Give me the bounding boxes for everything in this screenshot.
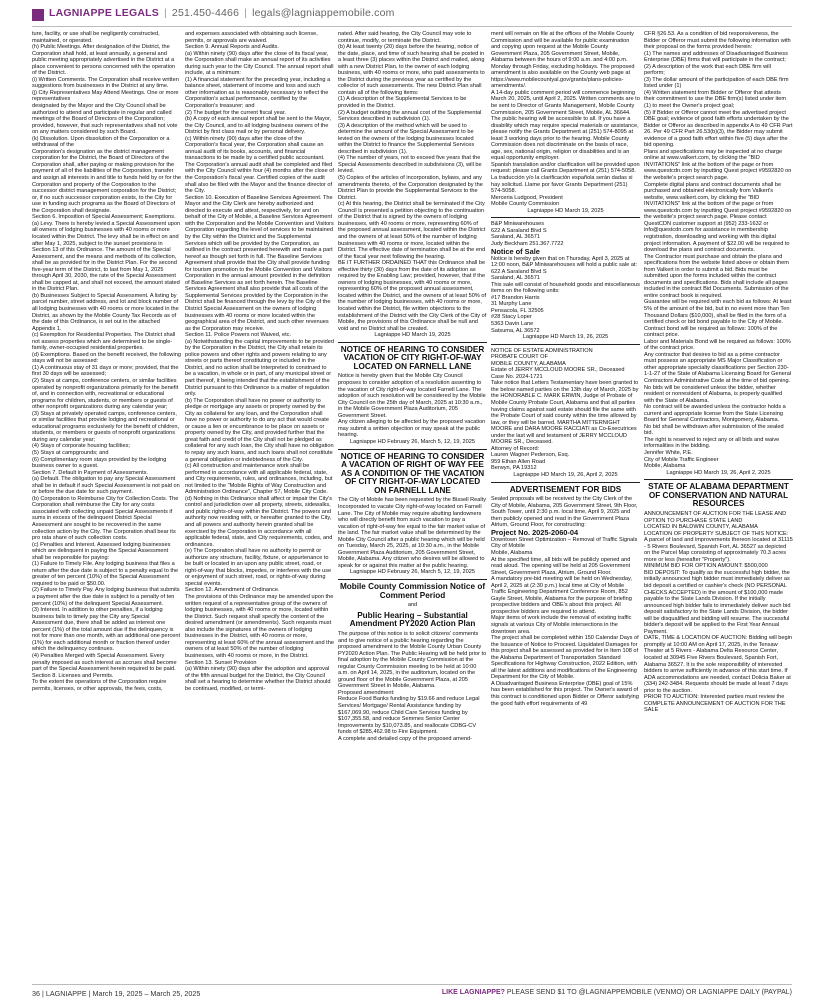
notice-paragraph: Case No. 2024-1721 (491, 373, 543, 380)
footer-promo (442, 989, 792, 996)
notice-paragraph: PRIOR TO AUCTION: Interested parties must review the COMPLETE ANNOUNCEMENT OF AUCTION FOR THE SALE (644, 694, 786, 714)
notice-paragraph: Lauren Wagner Pederson, Esq. (491, 452, 570, 459)
notice-paragraph: (1) A financial statement for the preceding year, including a balance sheet, statement of income and loss and such other information as is reasonably necessary to reflect the Corporation's actual performance, certified by the Corporation's treasurer; and (185, 76, 331, 110)
notice-paragraph: (b) The Corporation shall have no power or authority to pledge or mortgage any assets or property owned by the City as collateral for any loan, and the Corporation shall have no power or authority to do any act that would create or cause a lien or encumbrance to be place on assets or property owned by the City, and provided further that the great faith and credit of the City shall not be pledged as collateral for any such loan, the City shall have no obligation to repay any such loans, and such loans shall not constitute a general obligation or indebtedness of the City. (185, 397, 334, 463)
notice-paragraph: (c) At this hearing, the District shall be terminated if the City Council is presented a petition objecting to the continuation of the District that is signed by the owners of lodging businesses, with 40 rooms or more, representing 60% of the proposed annual assessment, located within the District and the owners of at least 50% of the number of lodging businesses with 40 rooms or more, located within the District. The effective date of termination shall be at the end of the fiscal year next following the hearing. (338, 201, 486, 260)
notice-paragraph: A Disadvantaged Business Enterprise (DBE) goal of 15% has been established for this project. The Owner's award of this contract is conditioned upon Bidder or Offeror satisfying the good faith effort requirements of 49 (491, 680, 639, 707)
notice-paragraph: The Contractor must purchase and obtain the plans and specifications from the website listed above or obtain them from Valkert in order to submit a bid. Bids must be submitted upon the forms included within the contract documents and specifications. Bids shall include all pages included in the contract Bid Documents. Submission of the entire contract book is required. (644, 253, 789, 299)
notice-paragraph: (1) A continuous stay of 31 days or more; provided, that the first 30 days will be assessed; (32, 364, 179, 378)
notice-paragraph: MOBILE COUNTY, ALABAMA (491, 360, 566, 367)
notice-paragraph: Section 12. Amendment of Ordinance. (185, 587, 280, 594)
sale-address-line: B&P Miniwarehouses (491, 221, 545, 228)
notice-paragraph: Proposed amendment: (338, 689, 395, 696)
notice-paragraph: (d) Nothing in this Ordinance shall affect or impair the City's control and jurisdiction over all property, streets, sidewalks, and public rights-of-way within the District. The powers and authority now residing with, or hereafter granted to the City, and all powers and authority herein granted shall be exercised by the Corporation in accordance with all applicable federal, state, and City requirements, codes, and ordinances. (185, 495, 333, 548)
notice-paragraph: The project shall be completed within 150 Calendar Days of the Issuance of Notice to Proceed. Liquidated Damages for this project shall be assessed as provided for in Item 108 of the Alabama Department of Transportation Standard Specifications for Highway Construction, 2022 Edition, with all the latest additions and modifications of the Engineering Department for the City of Mobile. (491, 635, 639, 681)
notice-paragraph: Downtown Street Optimization – Removal of Traffic Signals (491, 536, 638, 543)
footer-folio: 36 | LAGNIAPPE | March 19, 2025 – March 25, 2025 (32, 989, 201, 998)
notice-paragraph: (a) Within ninety (90) days after the close of its fiscal year, the Corporation shall make an annual report of its activities during such year to the City Council. The annual report shall include, at a minimum: (185, 50, 334, 77)
notice-paragraph: #17 Brandon Harris (491, 294, 540, 301)
section-title: LAGNIAPPE LEGALS (49, 7, 159, 19)
notice-paragraph: Section 6. Imposition of Special Assessment; Exemptions. (32, 214, 176, 221)
notice-paragraph: (1) A description of the Supplemental Services to be provided in the District. (338, 96, 467, 110)
notice-paragraph: Labor and Materials Bond will be required as follows: 100% of the contract price. (644, 338, 791, 352)
notice-paragraph: ture, facility, or use shall be negligently constructed, maintained, or operated. (32, 31, 160, 44)
notice-paragraph: Major items of work include the removal of existing traffic signals at various City of Mobile intersections in the downtown area. (491, 615, 632, 635)
notice-paragraph: Corporation's designation as the district management corporation for the District, the Board of Directors of the Corporation shall, after paying or making provision for the payment of all of the liabilities of the Corporation, transfer and assign all interests in and title to funds held by or for the Corporation and property of the Corporation to the successor district management corporation for the District; or, if no such successor corporation exists, to the City for use in funding such programs as the Board of Directors of the Corporation shall designate. (32, 148, 181, 214)
notice-paragraph: Spanish translation and/or clarification will be provided upon request: please call Grants Department at (251) 574-5058. La traducción y/o la clarificación española serán dadas si hay solicitud. Llame por favor Grants Department (251) 574-5058. (491, 161, 640, 195)
notice-paragraph: BID DEPOSIT: To qualify as the successful high bidder, the initially announced high bidder must immediately deliver as bid deposit a certified or cashier's check (NO PERSONAL CHECKS ACCEPTED) in the amount of $100,000 made payable to the State Lands Division. If the initially announced high bidder fails to immediately deliver such bid deposit satisfactory to the State Lands Division, the bidder will be disqualified and bidding will resume. The successful bidder's deposit will be applied to the First Year Annual Payment. (644, 569, 791, 635)
notice-paragraph: ANNOUNCEMENT OF AUCTION FOR THE LEASE AND OPTION TO PURCHASE STATE LAND (644, 510, 787, 524)
notice-paragraph: (c) Penalties and Interest. Assessed lodging businesses which are delinquent in paying the Special Assessment shall be responsible for paying: (32, 541, 171, 561)
notice-paragraph: Merceria Ludgood, President (491, 194, 563, 201)
page-number: 36 (32, 989, 40, 998)
header-text: LAGNIAPPE LEGALS | 251.450-4466 | legals@lagniappemobile.com (49, 7, 395, 19)
notice-paragraph: This sale will consist of household goods and miscellaneous items on the following units: (491, 281, 640, 295)
notice-paragraph: (3) Stays at privately operated camps, conference centers, or similar facilities that provide lodging and recreational or educational programs exclusively for the benefit of children, students, or members or guests of nonprofit organizations during any calendar year; (32, 410, 180, 443)
column-5 (644, 31, 793, 981)
notice-paragraph: DATE, TIME & LOCATION OF AUCTION: Bidding will begin promptly at 10:00 AM on April 17, 2025, in the Tensaw Theater at 5 Rivers - Alabama Delta Resource Center, located at 30945 Five Rivers Boulevard, Spanish Fort, Alabama 36527. It is the sole responsibility of interested bidders to arrive sufficiently in advance of this start time. If ADA accommodations are needed, contact Dolicia Baker at (334) 242-3484. Requests should be made at least 7 days prior to the auction. (644, 635, 792, 694)
notice-divider (338, 449, 487, 450)
notice-paragraph: (e) The Corporation shall have no authority to permit or authorize any structure, facility, fixture, or appurtenance to be built or located in an upon any public street, road, or right-of-way that blocks, impedes, or interferes with the use or enjoyment of such street, road, or rights-of-way during special events. (185, 548, 332, 587)
notice-paragraph: (h) Public Meetings. After designation of the District, the Corporation shall hold, at least annually, a general and public meeting appropriately advertised in the District at a place convenient to persons concerned with the operation of the District. (32, 44, 176, 77)
notice-paragraph: No contract will be awarded unless the contractor holds a current and appropriate license from the State Licensing Board for General Contractors, Montgomery, Alabama. (644, 404, 786, 424)
notice-paragraph: (b) Businesses Subject to Special Assessment. A listing by parcel number, street address, and lot and block number of all lodging businesses with 40 rooms or more located in the District, as shown by the Mobile County Tax Records as of the date of this Ordinance, is set out in the attached Appendix 1. (32, 292, 179, 332)
notice-paragraph: Satsuma, AL 36572 (491, 327, 540, 334)
notice-paragraph: Pensacola, FL 32505 (491, 307, 544, 314)
notice-paragraph: City of Mobile Traffic Engineer (644, 456, 719, 463)
notice-divider (644, 479, 793, 480)
page-header (32, 4, 792, 28)
publication-line: Lagniappe HD March 19, 2025 (374, 332, 451, 339)
publication-line: Lagniappe HD February 26, March 5, 12, 19, 2025 (349, 569, 475, 576)
notice-paragraph: Notice is hereby given that the Mobile City Council proposes to consider adoption of a resolution assenting to the vacation of City right-of-way located Farnell Lane. The adoption of such resolution will be considered by the Mobile City Council on the 25th day of March, 2025 at 10:30 a.m., in the Mobile Government Plaza Auditorium, 205 Government Street. (338, 373, 486, 419)
notice-paragraph: (d) Exemptions. Based on the benefit received, the following stays will not be assessed: (32, 351, 181, 365)
notice-paragraph: (4) Penalties Merged with Special Assessment. Every penalty imposed as such interest as accrues shall become part of the Special Assessment herein required to be paid. (32, 652, 177, 673)
notice-paragraph: (1) The names and addresses of Disadvantaged Business Enterprise (DBE) firms that will participate in the contract; (644, 50, 788, 64)
notice-paragraph: A complete and detailed copy of the proposed amend- (338, 735, 473, 742)
notice-paragraph: (2) Failure to Timely Pay. Any lodging business that submits a payment after the due date is subject to a penalty of ten percent (10%) of the delinquent Special Assessment. (32, 587, 180, 607)
column-3 (338, 31, 487, 981)
notice-heading: Public Hearing – Substantial Amendment PY2020 Action Plan (349, 610, 476, 629)
notice-paragraph: (6) Complimentary room stays provided by the lodging business owner to a guest. (32, 456, 167, 470)
notice-paragraph: City of Mobile (491, 543, 525, 550)
notice-paragraph: Section 13. Sunset Provision (185, 659, 257, 666)
notice-paragraph: (c) Exemption for Residential Properties. The District shall not assess properties which are determined to be single-family, owner-occupied residential properties. (32, 332, 176, 352)
notice-paragraph: The provisions of this Ordinance may be amended upon the written request of a representative group of the owners of lodging businesses, with 40 rooms or more, located within the District. Such request shall specify the content of the desired amendment (or amendments). Such requests must also include the signatures of the owners of lodging businesses in the District, with 40 rooms or more, representing at least 60% of the annual assessment and the owners of at least 50% of the number of lodging businesses, with 40 rooms or more, in the District. (185, 594, 334, 659)
notice-divider (491, 344, 640, 345)
sale-address-line: Judy Beckham 251.367.7722 (491, 240, 564, 247)
notice-heading: STATE OF ALABAMA DEPARTMENT OF CONSERVATION AND NATURAL RESOURCES (648, 482, 789, 509)
notice-paragraph: A parcel of land and improvements thereon located at 31115 - 5 Rivers Boulevard, Spanish Fort, AL 36527 as depicted on the Parcel Map consisting of approximately 70.3 acres more or less (hereafter "Property"). (644, 537, 793, 563)
footer-divider (32, 984, 792, 985)
notice-paragraph: (2) A budget outlining the annual cost of the Supplemental Services described in subdivision (1). (338, 109, 482, 123)
notice-paragraph: (k) Dissolution. Upon dissolution of the Corporation or a withdrawal of the (32, 135, 170, 149)
notice-paragraph: Section 9. Annual Reports and Audits. (185, 44, 279, 51)
notice-heading: NOTICE OF HEARING TO CONSIDER VACATION OF CITY RIGHT-OF-WAY LOCATED ON FARNELL LANE (340, 344, 485, 371)
notice-paragraph: The City of Mobile has been requested by the Bissell Realty Incorporated to vacate City right-of-way located on Farnell Lane. The City of Mobile may require abutting landowners who will directly benefit from such vacation to pay a vacation of right-of-way fee equal to the fair market value of the land. The fair market value shall be determined by the Mobile City Council after a public hearing which will be held on Tuesday, March 25, 2025, at 10:30 a.m., in the Mobile Government Plaza Auditorium, 205 Government Street, Mobile, Alabama. Any citizen who desires will be allowed to speak for or against this matter at the public hearing. (338, 497, 487, 569)
notice-paragraph: (5) If Bidder or Offeror cannot meet the advertised project DBE goal; evidence of good faith efforts undertaken by the Bidder or Offeror as described in appendix A to 49 CFR Part 26. Per 49 CFR Part 26.53(b)(3), the Bidder may submit evidence of a good faith effort within five (5) days after the bid opening. (644, 109, 793, 149)
notice-paragraph: Take notice that Letters Testamentary have been granted to the below named parties on the 13th day of March, 2025 by the HONORABLE C. MARK ERWIN, Judge of Probate of Mobile County Probate Court, Alabama and that all parties having claims against said estate should file the same with the Probate Court of said county within the time allowed by law, or they will be barred. MARTHA MITTERNIGHT MOORE and DARA MOORE RACCIATI as Co-Executrices under the last will and testament of JERRY MCCLOUD MOORE SR., Deceased. (491, 380, 639, 446)
notice-paragraph: #28 Stacy Loper (491, 314, 532, 321)
notice-paragraph: (b) At least twenty (20) days before the hearing, notice of the date, place, and time of such hearing shall be posted in a least three (3) places within the District and mailed, along with a new District Plan, to the owner of each lodging business, with 40 rooms or more, who paid assessments to the District during the previous year as certified by the collector of such assessments. The new District Plan shall contain all of the following items: (338, 44, 485, 96)
notice-paragraph: At the specified time, all bids will be publicly opened and read aloud. The opening will be held at 205 Government Street, Government Plaza, Atrium, Ground Floor. (491, 556, 631, 576)
issue-dates: March 19, 2025 – March 25, 2025 (92, 989, 201, 998)
notice-paragraph: Mobile, Alabama (644, 463, 686, 470)
sale-address-line: 622 A Saraland Blvd S (491, 227, 547, 234)
legal-notices-columns (32, 31, 792, 981)
notice-paragraph: (2) A description of the work that each DBE firm will perform; (644, 63, 771, 77)
notice-heading: Notice of Sale (491, 246, 540, 256)
header-email-link[interactable]: legals@lagniappemobile.com (252, 7, 395, 19)
notice-paragraph: Contract bond will be required as follows: 100% of the contract price. (644, 325, 778, 339)
notice-paragraph: Section 8. Licenses and Permits. (32, 672, 114, 679)
notice-paragraph: LOCATED IN BALDWIN COUNTY, ALABAMA (644, 524, 758, 531)
notice-paragraph: (a) Levy. There is hereby levied a Special Assessment upon all owners of lodging businesses with 40 rooms or more located within the District. The levy shall be in effect on and after May 1, 2025, subject to the sunset provisions in Section 13 of this Ordinance. The amount of the Special Assessment, and the means and methods of its collection, shall be as provided for in the District Plan. For the second five-year term of the District, to last from May 1, 2025 through April 30, 2030, the rate of the Special Assessment shall be capped at, and shall not exceed, the amount stated in the District Plan. (32, 220, 181, 293)
column-2 (185, 31, 334, 981)
notice-paragraph: (2) The budget for the current fiscal year. (185, 109, 286, 116)
notice-heading: Mobile County Commission Notice of Comment Period (339, 582, 486, 600)
notice-paragraph: (a) Default. The obligation to pay any Special Assessment shall be in default if such Special Assessment is not paid on or before the due date for such payment. (32, 476, 180, 496)
notice-paragraph: and expenses associated with obtaining such license, permits, or approvals are waived. (185, 31, 318, 44)
notice-paragraph: Section 11. Police Powers not Waived, etc. (185, 332, 292, 339)
notice-paragraph: 622 A Saraland Blvd S (491, 268, 547, 275)
notice-paragraph: Mobile, Alabama (491, 549, 533, 556)
column-4 (491, 31, 640, 981)
notice-paragraph: Any citizen alleging to be affected by the proposed vacation may submit a written objection or may speak at the public hearing. (338, 419, 486, 439)
notice-paragraph: Guarantee will be required with each bid as follows: At least 5% of the amount of the bid, but in no event more than Ten Thousand Dollars ($10,000), shall be filed in the form of a certified check or bid bond payable to the City of Mobile. (644, 299, 792, 326)
project-number: Project No. 2025-2060-04 (491, 527, 579, 537)
notice-paragraph: (a) Within ninety (90) days after the adoption and approval of the fifth annual budget for the District, the City Council shall set a hearing to determine whether the District should be continued, modified, or termi- (185, 666, 331, 692)
notice-heading: NOTICE OF HEARING TO CONSIDER A VACATION OF RIGHT OF WAY FEE AS A CONDITION OF THE VACATION OF CITY RIGHT-OF-WAY LOCATED ON FARNELL LANE (340, 451, 485, 495)
notice-heading-connector: and (407, 602, 418, 609)
column-1 (32, 31, 181, 981)
notice-paragraph: (5) Copies of the articles of incorporation, bylaws, and any amendments thereto, of the Corporation designated by the District Plan to provide the Supplemental Services to the District. (338, 175, 483, 201)
notice-paragraph: BE IT FURTHER ORDAINED THAT this Ordinance shall be effective thirty (30) days from the date of its adoption as required by the Enabling Law; provided, however, that if the owners of lodging businesses, with 40 rooms or more, representing 60% of the proposed annual assessment, located within the District, and the owners of at least 50% of the number of lodging businesses, with 40 rooms or more, located within the District, file written objections to the establishment of the District with the City Clerk of the City of Mobile, the provisions of this Ordinance shall be null and void and no District shall be created. (338, 260, 487, 332)
notice-paragraph: Estate of JERRY MCCLOUD MOORE SR., Deceased (491, 367, 625, 374)
publication-line: Lagniappe HD March 19, 26, April 2, 2025 (513, 472, 618, 478)
notice-paragraph: 31 Murphy Lane (491, 301, 532, 308)
notice-paragraph: (b) Corporation to Reimburse City for Collection Costs. The Corporation shall reimburse the City for any costs associated with collecting unpaid Special Assessments if sums in excess of the delinquent District Special Assessment are sought to be recovered in the same collection action by the City. The Corporation shall bear its pro rata share of such collection costs. (32, 495, 179, 542)
publication-name: LAGNIAPPE (45, 989, 87, 998)
publication-line: Lagniappe HD February 26, March 5, 12, 19, 2025 (349, 438, 475, 445)
notice-paragraph: (3) The dollar amount of the participation of each DBE firm listed under (1) (644, 76, 789, 90)
notice-paragraph: Section 10. Execution of Baseline Services Agreement. The Mayor and the City Clerk are hereby authorized and directed to execute and attest, respectively, for and on behalf of the City of Mobile, a Baseline Services Agreement with the Corporation and the Mobile Convention and Visitors Corporation regarding the level of services to be maintained by the City within the District and the Supplemental Services which will be provided by the Corporation, as outlined in the contract presented herewith and made a part hereof as though set forth in full. The Baseline Services Agreement shall provide that the City shall provide funding for tourism promotion to the Mobile Convention and Visitors Corporation in the annual amount provided in the definition of Baseline Services as set forth herein. The Baseline Services Agreement shall also provide that all costs of the Supplemental Services provided by the Corporation in the District shall be financed through the levy by the City of the District Special Assessment on the owners of lodging businesses with 40 rooms or more located within the geographical area of the District, and such other revenues as the Corporation may receive. (185, 194, 334, 332)
promo-lead: LIKE LAGNIAPPE? (441, 989, 505, 996)
notice-paragraph: (3) Interest. In addition to other penalties, if a lodging business fails to timely pay the City any Special Assessment due, there shall be added as interest one percent (1%) of the total amount due if the delinquency is not for more than one month, with an additional one percent (1%) for each additional month or fraction thereof under which the delinquency continues. (32, 607, 181, 653)
notice-paragraph: (4) Stays of corporate housing facilities; (32, 443, 130, 450)
notice-paragraph: The right is reserved to reject any or all bids and waive informalities in the bidding. (644, 436, 780, 450)
notice-divider (338, 579, 487, 580)
notice-paragraph: (j) City Representatives May Attend Meetings. One or more representatives (32, 89, 179, 103)
notice-paragraph: Notice is hereby given that on Thursday, April 3, 2025 at 12:00 noon, B&P Miniwarehouses will hold a public sale at: (491, 255, 638, 269)
notice-paragraph: Section 7. Default in Payment of Assessments. (32, 469, 148, 476)
notice-paragraph: (1) Failure to Timely File. Any lodging business that files a return after the due date is subject to a penalty equal to the greater of ten percent (10%) of the Special Assessment required to be paid or $50.00. (32, 561, 179, 587)
notice-divider (491, 217, 640, 218)
notice-paragraph: (a) Notwithstanding the capital improvements to be provided by the Corporation in the District, the City shall retain its police powers and other rights and powers relating to any streets or parts thereof constituting or included in the District, and no action shall be interpreted to construed to be a vacation, in whole or in part, of any municipal street or part thereof, it being intended that the establishment of the District pursuant to this Ordinance is a matter of regulation only. (185, 338, 334, 398)
notice-paragraph: Jennifer White, P.E. (644, 450, 693, 456)
notice-paragraph: Mobile County Commission (491, 201, 560, 208)
notice-paragraph: The public hearing will be accessible to all. If you have a disability which may require special materials or assistance, please notify the Grants Department at (251) 574-8095 at least 3 working days prior to the hearing. Mobile County Commission does not discriminate on the basis of race, age, sex, national origin, religion or disabilities and is an equal opportunity employer. (491, 116, 639, 162)
section-marker-icon (32, 9, 44, 21)
notice-paragraph: (4) Written statement from Bidder or Offeror that attests their commitment to use the DBE firm(s) listed under item (1) to meet the Owner's project goal; (644, 89, 787, 110)
notice-paragraph: PROBATE COURT OF (491, 354, 548, 361)
notice-paragraph: (4) The number of years, not to exceed five years that the Special Assessments described in subdivisions (3), will be levied. (338, 155, 482, 175)
publication-line: Lagniappe HD March 19, 26, April 2, 2025 (666, 469, 771, 476)
notice-paragraph: CFR §26.53. As a condition of bid responsiveness, the Bidder or Offeror must submit the following information with their proposal on the forms provided herein: (644, 31, 791, 51)
publication-line: Lagniappe HD March 19, 26, 2025 (522, 334, 609, 341)
notice-paragraph: Reduce Food Banks funding by $19.66 and reduce Legal Services/ Mortgage/ Rental Assistance funding by $167,069.90, reduce Child Care Services funding by $107,355.58, and reduce Semmes Senior Center Improvements by $10,073.85, and reallocate CDBG-CV funds of $285,462.98 to Fire Equipment. (338, 696, 480, 736)
notice-paragraph: Any contractor that desires to bid as a prime contractor must possess an appropriate MS Major Classification or other appropriate specialty classifications per Section 230-1-1-27 of the State of Alabama Licensing Board for General Contractors Administrative Code at the time of bid opening. No bids will be considered unless the bidder, whether resident or nonresident of Alabama, is properly qualified with the State of Alabama. (644, 351, 792, 404)
notice-heading: ADVERTISEMENT FOR BIDS (509, 484, 622, 494)
notice-divider (491, 482, 640, 483)
notice-paragraph: (5) Stays at campgrounds; and (32, 450, 109, 456)
notice-paragraph: A mandatory pre-bid meeting will be held on Wednesday, April 2, 2025 at (2:30 p.m.) local time at City of Mobile Traffic Engineering Department Conference Room, 852 Gayle Street, Mobile, Alabama for the purpose of briefing prospective bidders and OBE's about this project. All prospective bidders are required to attend. (491, 576, 632, 615)
notice-paragraph: To the extent the operations of the Corporation require permits, licenses, or other approvals, the fees, costs, (32, 679, 167, 692)
header-phone: 251.450-4466 (171, 7, 240, 19)
notice-paragraph: Plans and specifications may be inspected at no charge online at www.valkert.com, by clicking the "BID INVITATIONS" link at the bottom of the page or from www.questcdn.com by inputting Quest project #9592820 on the website's project search page. (644, 148, 792, 182)
notice-paragraph: LOCATION OF PROPERTY SUBJECT OF THIS NOTICE: (644, 530, 789, 537)
notice-paragraph: designated by the Mayor and the City Council shall be authorized to attend and participate in regular and called meetings of the Board of Directors of the Corporation; provided, however, that such representatives shall not vote on any matters considered by such Board. (32, 103, 178, 136)
notice-paragraph: The purpose of this notice is to solicit citizens' comments and to give notice of a public hearing regarding the proposed amendment to the Mobile County Urban County PY2020 Action Plan. The Public Hearing will be held prior to final adoption by the Mobile County Commission at the regular County Commission meeting to be held at 10:00 a.m. on April 14, 2025, in the auditorium, located on the ground floor of the Mobile Government Plaza, at 205 Government Street in Mobile, Alabama. (338, 630, 487, 690)
notice-paragraph: Berwyn, PA 19312 (491, 465, 537, 472)
notice-paragraph: ment will remain on file at the offices of the Mobile County Commission and will be available for public examination and copying upon request at the Mobile County Government Plaza, 205 Government Street, Mobile, Alabama between the hours of 9:00 a.m. and 4:00 p.m. Monday through Friday, excluding holidays. The proposed amendment is also available on the County web page at https://www.mobilecountyal.gov/grants/plans-policies-amendments/. (491, 31, 635, 90)
notice-paragraph: Sealed proposals will be received by the City Clerk of the City of Mobile, Alabama, 205 Government Street, 9th Floor, South Tower, until 2:30 p.m. local time, April 9, 2025 and then publicly opened and read in the Government Plaza Atrium, Ground Floor, for constructing: (491, 496, 638, 529)
notice-paragraph: MINIMUM BID FOR OPTION AMOUNT: $500,000 (644, 563, 768, 570)
notice-paragraph: (c) All construction and maintenance work shall be performed in accordance with all applicable federal, state, and City requirements, rules, and ordinances, including, but not limited to the "Mobile Rights of Way Construction and Administration Ordinance", Chapter 57, Mobile City Code. (185, 463, 333, 496)
notice-paragraph: (i) Written Comments. The Corporation shall receive written suggestions from businesses in the District at any time. (32, 76, 179, 90)
notice-paragraph: A 14-day public comment period will commence beginning March 20, 2025, until April 2, 2025. Written comments are to be sent to Director of Grants Management, Mobile County Commission, 205 Government Street, Mobile, AL 36644. (491, 89, 640, 116)
notice-paragraph: (c) Within ninety (90) days after the close of the Corporation's fiscal year, the Corporation shall cause an annual audit of its books, accounts, and financial transactions to be made by a certified public accountant. The Corporation's annual audit shall be completed and filed with the City Council within four (4) months after the close of the Corporation's fiscal year. Certified copies of the audit shall also be filed with the Mayor and the finance director of the City. (185, 135, 334, 195)
notice-paragraph: Complete digital plans and contract documents shall be purchased and obtained electronically from Valkert's website, www.valkert.com, by clicking the "BID INVITATIONS" link at the bottom of the page or from www.questcdn.com by inputting Quest project #9592820 on the website's project search page. Please contact QuestCDN customer support at (952) 233-1632 or info@questcdn.com for assistance in membership registration, downloading and working with this digital project information. A payment of $22.00 will be required to download the plans and contract documents. (644, 181, 792, 254)
notice-paragraph: Attorney of Record: (491, 445, 540, 452)
promo-text: PLEASE SEND $1 TO @LAGNIAPPEMOBILE (VENMO) OR LAGNIAPPE DAILY (PAYPAL) (506, 989, 792, 996)
notice-paragraph: nated. After said hearing, the City Council may vote to continue, modify, or terminate the District. (338, 31, 472, 44)
publication-line: Lagniappe HD March 19, 2025 (527, 207, 604, 214)
notice-paragraph: Saraland, AL 36571 (491, 275, 540, 282)
notice-divider (338, 342, 487, 343)
notice-paragraph: (2) Stays at camps, conference centers, or similar facilities operated by nonprofit organizations primarily for the benefit of, and in connection with, recreational or educational programs for children, students, or members or guests of other nonprofit organizations during any calendar year; (32, 377, 179, 411)
notice-paragraph: NOTICE OF ESTATE ADMINISTRATION (491, 347, 593, 354)
notice-paragraph: No bid shall be withdrawn after submission of the sealed bid. (644, 423, 784, 437)
page-footer (32, 984, 792, 1002)
sale-address-line: Saraland, AL 36571 (491, 234, 540, 241)
notice-paragraph: (b) A copy of each annual report shall be sent to the Mayor, the City Council, and to all lodging business owners of the District by first class mail or by personal delivery. (185, 116, 332, 136)
notice-paragraph: 959 Ethan Allen Road (491, 458, 546, 465)
header-divider (32, 26, 792, 27)
notice-paragraph: (3) A description of the method which will be used to determine the amount of the Special Assessment to be levied on the owners of the lodging businesses located within the District to finance the Supplemental Services described in subdivision (1). (338, 122, 475, 155)
notice-paragraph: 5363 Davin Lane (491, 320, 534, 327)
